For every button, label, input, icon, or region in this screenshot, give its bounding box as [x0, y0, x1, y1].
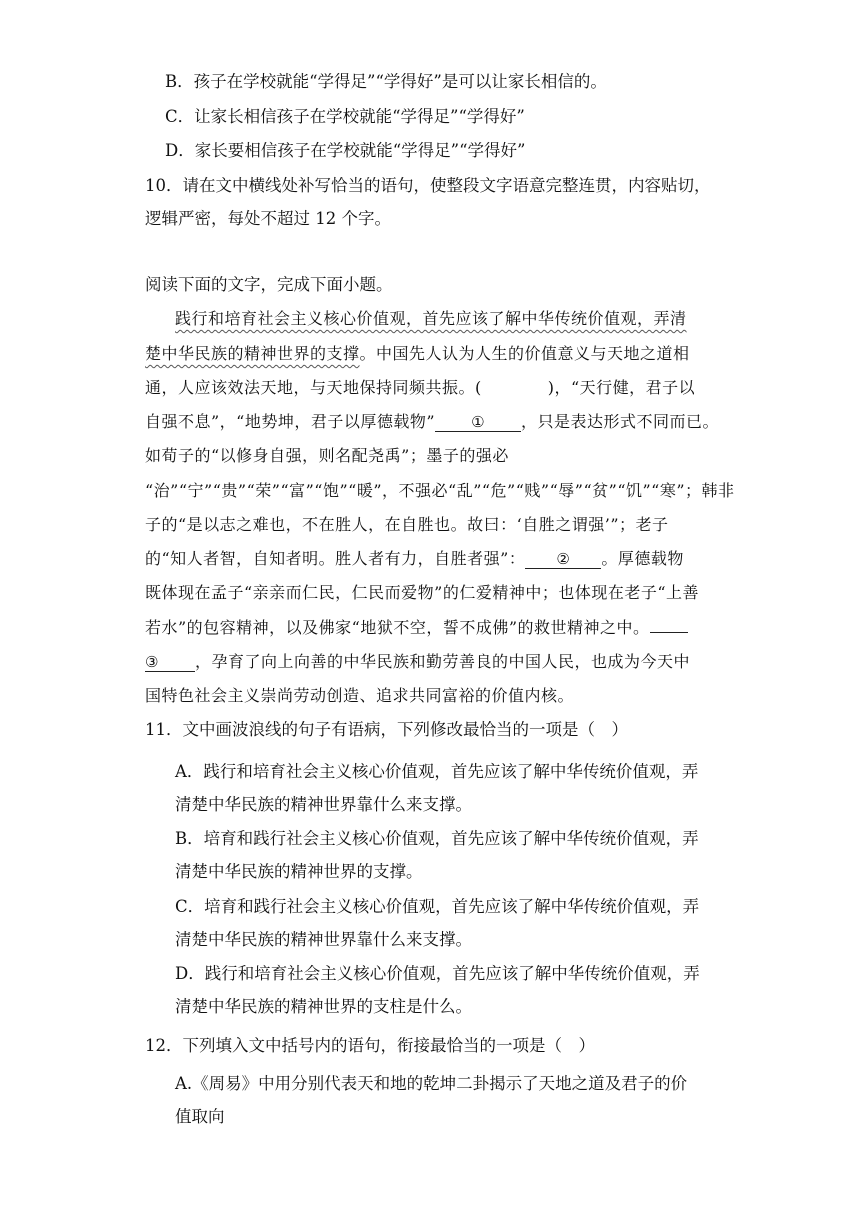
passage-line [145, 652, 690, 672]
passage-text: 。厚德载物 [601, 549, 684, 568]
blank-1-marker: ① [471, 413, 486, 431]
passage-text: ，孕育了向上向善的中华民族和勤劳善良的中国人民，也成为今天中 [195, 652, 691, 671]
option-text: D．践行和培育社会主义核心价值观，首先应该了解中华传统价值观，弄 [175, 964, 700, 983]
blank-3-marker: ③ [145, 653, 159, 671]
option-text: B．培育和践行社会主义核心价值观，首先应该了解中华传统价值观，弄 [175, 829, 699, 848]
option-text: 清楚中华民族的精神世界靠什么来支撑。 [175, 795, 472, 814]
option-text: 值取向 [175, 1107, 225, 1126]
passage-line [145, 618, 688, 638]
q9-option-c: C．让家长相信孩子在学校就能“学得足”“学得好” [165, 107, 525, 126]
passage-line [175, 309, 687, 329]
passage-text: ，只是表达形式不同而已。 [521, 412, 720, 431]
blank-2[interactable] [525, 550, 601, 569]
option-text: C．培育和践行社会主义核心价值观，首先应该了解中华传统价值观，弄 [175, 897, 700, 916]
q9-option-d: D．家长要相信孩子在学校就能“学得足”“学得好” [165, 141, 526, 160]
q11-stem: 11．文中画波浪线的句子有语病，下列修改最恰当的一项是（ ） [145, 720, 628, 739]
q10-stem-line1: 10．请在文中横线处补写恰当的语句，使整段文字语意完整连贯，内容贴切， [145, 176, 711, 195]
option-text: 清楚中华民族的精神世界的支撑。 [175, 862, 423, 881]
passage-line [145, 344, 690, 364]
passage-line: 通，人应该效法天地，与天地保持同频共振。( )，“天行健，君子以 [145, 378, 696, 397]
option-text: 清楚中华民族的精神世界靠什么来支撑。 [175, 930, 472, 949]
option-text: A．践行和培育社会主义核心价值观，首先应该了解中华传统价值观，弄 [175, 762, 699, 781]
passage-text: 自强不息”，“地势坤，君子以厚德载物” [145, 412, 436, 431]
passage-text: 的“知人者智，自知者明。胜人者有力，自胜者强”： [145, 549, 526, 568]
passage-line: 如荀子的“以修身自强，则名配尧禹”；墨子的强必 [145, 446, 509, 465]
blank-2-marker: ② [556, 550, 571, 568]
passage-line: “治”“宁”“贵”“荣”“富”“饱”“暖”，不强必“乱”“危”“贱”“辱”“贫”“饥”“寒”；韩非 [145, 481, 735, 500]
passage-line: 国特色社会主义崇尚劳动创造、追求共同富裕的价值内核。 [145, 686, 575, 705]
q10-stem-line2: 逻辑严密，每处不超过 12 个字。 [145, 209, 391, 228]
wavy-sentence-part1: 践行和培育社会主义核心价值观，首先应该了解中华传统价值观，弄清 [175, 309, 687, 328]
passage-line [145, 549, 684, 569]
q9-option-b: B．孩子在学校就能“学得足”“学得好”是可以让家长相信的。 [165, 72, 607, 91]
passage-line: 子的“是以志之难也，不在胜人，在自胜也。故曰：‘自胜之谓强’”；老子 [145, 515, 669, 534]
option-text: 清楚中华民族的精神世界的支柱是什么。 [175, 997, 472, 1016]
reading-instruction: 阅读下面的文字，完成下面小题。 [145, 275, 393, 294]
passage-line [145, 412, 719, 432]
blank-1[interactable] [435, 413, 521, 432]
blank-3-start[interactable] [650, 632, 688, 633]
q12-stem: 12．下列填入文中括号内的语句，衔接最恰当的一项是（ ） [145, 1036, 595, 1055]
passage-text: 。中国先人认为人生的价值意义与天地之道相 [359, 344, 690, 363]
wavy-sentence-part2: 楚中华民族的精神世界的支撑 [145, 344, 360, 363]
option-text: A.《周易》中用分别代表天和地的乾坤二卦揭示了天地之道及君子的价 [175, 1074, 688, 1093]
passage-line: 既体现在孟子“亲亲而仁民，仁民而爱物”的仁爱精神中；也体现在老子“上善 [145, 583, 700, 602]
blank-3[interactable] [145, 653, 195, 672]
passage-text: 若水”的包容精神，以及佛家“地狱不空，誓不成佛”的救世精神之中。 [145, 618, 650, 637]
